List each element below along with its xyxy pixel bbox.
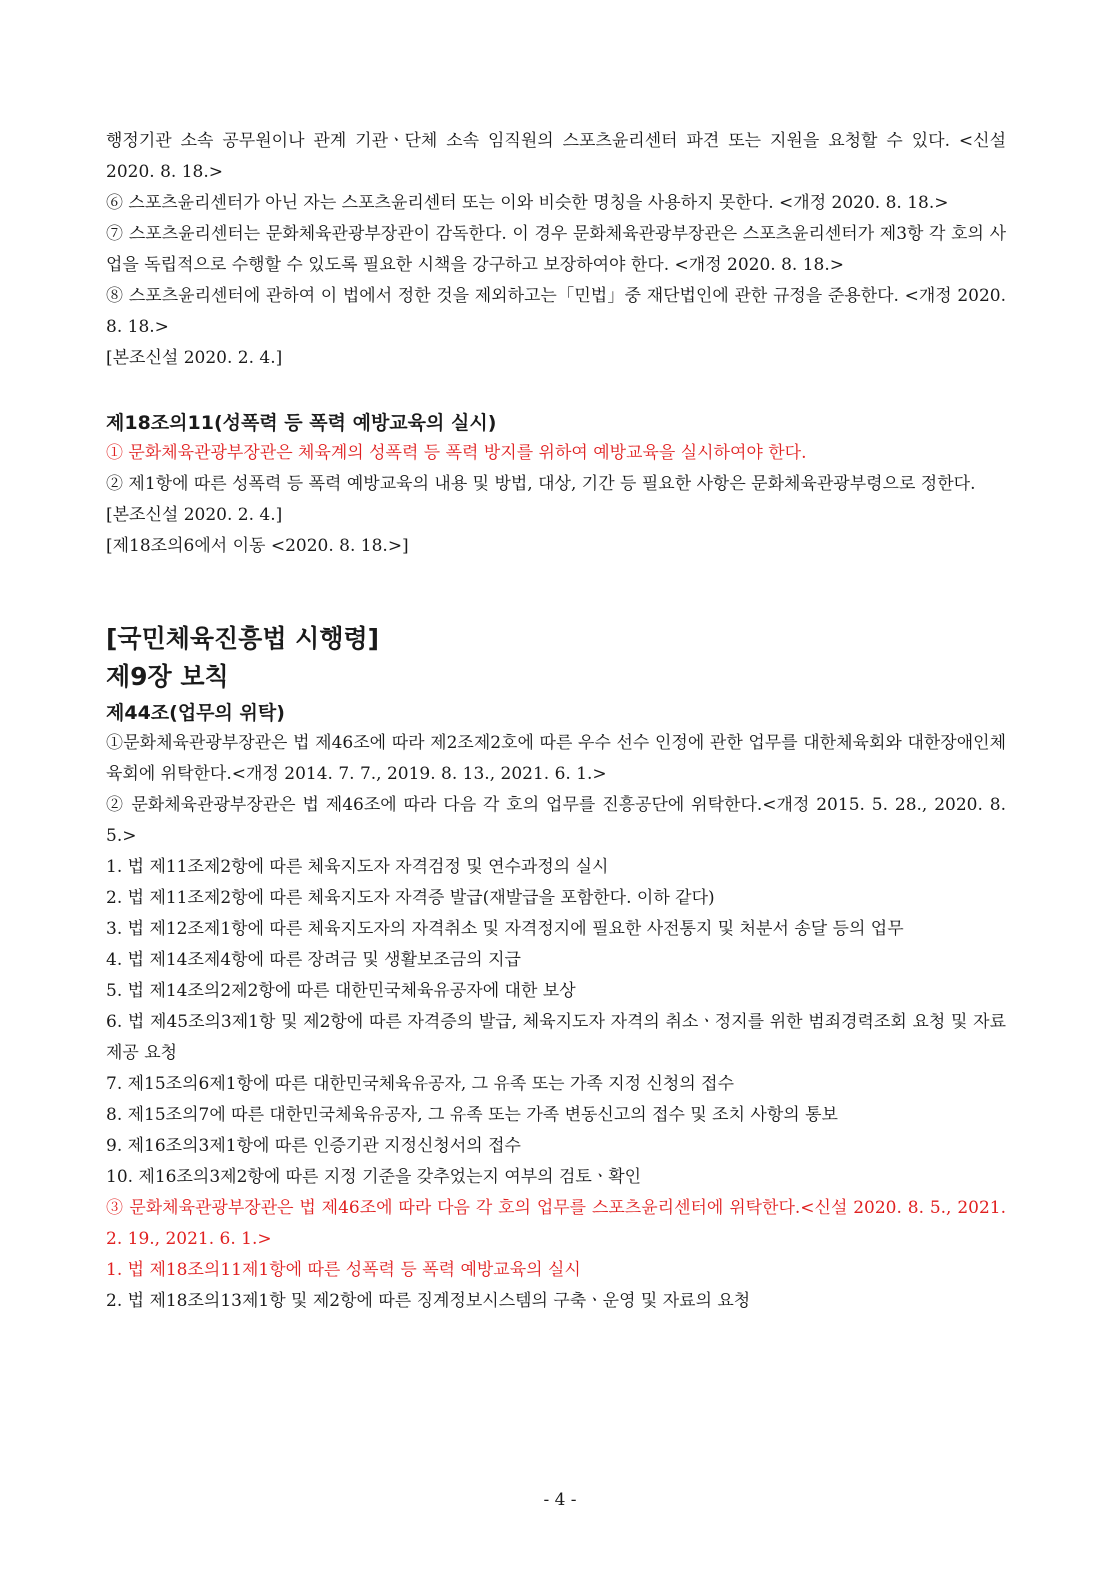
page-number: - 4 - — [543, 1490, 577, 1510]
list-item: 6. 법 제45조의3제1항 및 제2항에 따른 자격증의 발급, 체육지도자 자격의 취소ㆍ정지를 위한 범죄경력조회 요청 및 자료 제공 요청 — [106, 1012, 1006, 1063]
paragraph: ⑦ 스포츠윤리센터는 문화체육관광부장관이 감독한다. 이 경우 문화체육관광부장관은 스포츠윤리센터가 제3항 각 호의 사업을 독립적으로 수행할 수 있도록 필요한 시책을 강구하고 보장하여야 한다. <개정 2020. 8. 18.> — [106, 224, 1006, 275]
list-item: 10. 제16조의3제2항에 따른 지정 기준을 갖추었는지 여부의 검토ㆍ확인 — [106, 1167, 642, 1187]
highlighted-list-item: 1. 법 제18조의11제1항에 따른 성폭력 등 폭력 예방교육의 실시 — [106, 1260, 581, 1280]
list-item: 3. 법 제12조제1항에 따른 체육지도자의 자격취소 및 자격정지에 필요한 사전통지 및 처분서 송달 등의 업무 — [106, 919, 904, 939]
paragraph: 행정기관 소속 공무원이나 관계 기관ㆍ단체 소속 임직원의 스포츠윤리센터 파견 또는 지원을 요청할 수 있다. <신설 2020. 8. 18.> — [106, 131, 1006, 182]
paragraph: ⑥ 스포츠윤리센터가 아닌 자는 스포츠윤리센터 또는 이와 비슷한 명칭을 사용하지 못한다. <개정 2020. 8. 18.> — [106, 193, 949, 213]
document-page — [106, 126, 1006, 1317]
note: [본조신설 2020. 2. 4.] — [106, 348, 283, 368]
paragraph: ② 문화체육관광부장관은 법 제46조에 따라 다음 각 호의 업무를 진흥공단에 위탁한다.<개정 2015. 5. 28., 2020. 8. 5.> — [106, 795, 1006, 846]
article-title: 제44조(업무의 위탁) — [106, 702, 285, 724]
list-item: 7. 제15조의6제1항에 따른 대한민국체육유공자, 그 유족 또는 가족 지정 신청의 접수 — [106, 1074, 735, 1094]
list-item: 2. 법 제18조의13제1항 및 제2항에 따른 징계정보시스템의 구축ㆍ운영 및 자료의 요청 — [106, 1291, 751, 1311]
note: [본조신설 2020. 2. 4.] — [106, 505, 283, 525]
article-title: 제18조의11(성폭력 등 폭력 예방교육의 실시) — [106, 412, 497, 434]
list-item: 5. 법 제14조의2제2항에 따른 대한민국체육유공자에 대한 보상 — [106, 981, 576, 1001]
list-item: 9. 제16조의3제1항에 따른 인증기관 지정신청서의 접수 — [106, 1136, 521, 1156]
highlighted-paragraph: ③ 문화체육관광부장관은 법 제46조에 따라 다음 각 호의 업무를 스포츠윤리센터에 위탁한다.<신설 2020. 8. 5., 2021. 2. 19., 2021. 6. 1.> — [106, 1198, 1006, 1249]
list-item: 1. 법 제11조제2항에 따른 체육지도자 자격검정 및 연수과정의 실시 — [106, 857, 609, 877]
decree-title: [국민체육진흥법 시행령] — [106, 624, 380, 653]
paragraph: ①문화체육관광부장관은 법 제46조에 따라 제2조제2호에 따른 우수 선수 인정에 관한 업무를 대한체육회와 대한장애인체육회에 위탁한다.<개정 2014. 7. 7., 2019. 8. 13., 2021. 6. 1.> — [106, 733, 1006, 784]
note: [제18조의6에서 이동 <2020. 8. 18.>] — [106, 536, 409, 556]
list-item: 2. 법 제11조제2항에 따른 체육지도자 자격증 발급(재발급을 포함한다. 이하 같다) — [106, 888, 715, 908]
list-item: 8. 제15조의7에 따른 대한민국체육유공자, 그 유족 또는 가족 변동신고의 접수 및 조치 사항의 통보 — [106, 1105, 838, 1125]
list-item: 4. 법 제14조제4항에 따른 장려금 및 생활보조금의 지급 — [106, 950, 521, 970]
paragraph: ⑧ 스포츠윤리센터에 관하여 이 법에서 정한 것을 제외하고는「민법」중 재단법인에 관한 규정을 준용한다. <개정 2020. 8. 18.> — [106, 286, 1006, 337]
highlighted-paragraph: ① 문화체육관광부장관은 체육계의 성폭력 등 폭력 방지를 위하여 예방교육을 실시하여야 한다. — [106, 443, 807, 463]
paragraph: ② 제1항에 따른 성폭력 등 폭력 예방교육의 내용 및 방법, 대상, 기간 등 필요한 사항은 문화체육관광부령으로 정한다. — [106, 474, 976, 494]
chapter-title: 제9장 보칙 — [106, 662, 229, 691]
